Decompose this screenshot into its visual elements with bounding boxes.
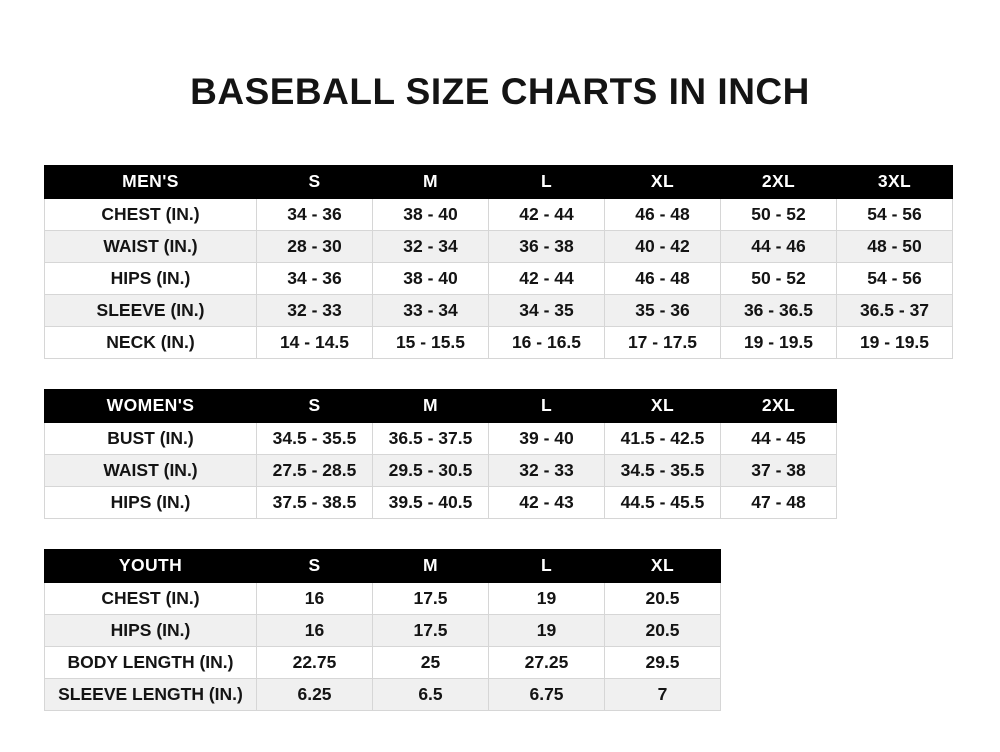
table-cell: 19 <box>489 614 605 646</box>
column-header: M <box>373 549 489 582</box>
table-cell: 54 - 56 <box>837 262 953 294</box>
womens-size-table <box>44 389 837 519</box>
column-header: L <box>489 549 605 582</box>
table-cell: 39 - 40 <box>489 422 605 454</box>
table-row <box>45 486 837 518</box>
table-cell: 20.5 <box>605 582 721 614</box>
table-cell: 32 - 33 <box>257 294 373 326</box>
table-cell: 35 - 36 <box>605 294 721 326</box>
table-cell: 44 - 45 <box>721 422 837 454</box>
column-header: M <box>373 165 489 198</box>
page-title: BASEBALL SIZE CHARTS IN INCH <box>190 71 810 112</box>
table-cell: 15 - 15.5 <box>373 326 489 358</box>
table-cell: 37 - 38 <box>721 454 837 486</box>
table-cell: 34 - 36 <box>257 262 373 294</box>
table-cell: 41.5 - 42.5 <box>605 422 721 454</box>
table-cell: 37.5 - 38.5 <box>257 486 373 518</box>
table-cell: 19 - 19.5 <box>721 326 837 358</box>
table-cell: 6.25 <box>257 678 373 710</box>
table-header-row <box>45 165 953 198</box>
table-row <box>45 422 837 454</box>
column-header: XL <box>605 389 721 422</box>
table-cell: 34 - 35 <box>489 294 605 326</box>
table-cell: 42 - 44 <box>489 198 605 230</box>
table-header-row <box>45 549 721 582</box>
table-cell: 36 - 36.5 <box>721 294 837 326</box>
table-cell: 38 - 40 <box>373 262 489 294</box>
table-row <box>45 582 721 614</box>
table-cell: 27.5 - 28.5 <box>257 454 373 486</box>
table-cell: 16 <box>257 614 373 646</box>
row-label: HIPS (IN.) <box>45 262 257 294</box>
row-label: NECK (IN.) <box>45 326 257 358</box>
table-row <box>45 646 721 678</box>
table-cell: 22.75 <box>257 646 373 678</box>
row-label: CHEST (IN.) <box>45 198 257 230</box>
row-label: HIPS (IN.) <box>45 614 257 646</box>
table-cell: 32 - 33 <box>489 454 605 486</box>
table-cell: 19 - 19.5 <box>837 326 953 358</box>
column-header: 3XL <box>837 165 953 198</box>
table-row <box>45 230 953 262</box>
row-label: HIPS (IN.) <box>45 486 257 518</box>
table-row <box>45 614 721 646</box>
table-cell: 27.25 <box>489 646 605 678</box>
table-cell: 20.5 <box>605 614 721 646</box>
mens-size-table <box>44 165 953 359</box>
table-cell: 54 - 56 <box>837 198 953 230</box>
column-header: S <box>257 389 373 422</box>
table-cell: 34.5 - 35.5 <box>257 422 373 454</box>
table-cell: 25 <box>373 646 489 678</box>
table-cell: 39.5 - 40.5 <box>373 486 489 518</box>
table-cell: 6.5 <box>373 678 489 710</box>
row-label: SLEEVE (IN.) <box>45 294 257 326</box>
table-cell: 50 - 52 <box>721 198 837 230</box>
youth-size-table <box>44 549 721 711</box>
row-label: BUST (IN.) <box>45 422 257 454</box>
table-cell: 36 - 38 <box>489 230 605 262</box>
table-cell: 16 <box>257 582 373 614</box>
column-header: M <box>373 389 489 422</box>
table-row <box>45 198 953 230</box>
row-label: WAIST (IN.) <box>45 230 257 262</box>
table-cell: 44.5 - 45.5 <box>605 486 721 518</box>
row-label: CHEST (IN.) <box>45 582 257 614</box>
table-cell: 42 - 43 <box>489 486 605 518</box>
table-cell: 50 - 52 <box>721 262 837 294</box>
table-cell: 46 - 48 <box>605 198 721 230</box>
table-cell: 44 - 46 <box>721 230 837 262</box>
table-header-row <box>45 389 837 422</box>
column-header: XL <box>605 549 721 582</box>
column-header: S <box>257 165 373 198</box>
table-cell: 38 - 40 <box>373 198 489 230</box>
table-cell: 40 - 42 <box>605 230 721 262</box>
column-header: L <box>489 165 605 198</box>
tables-container <box>0 165 1000 711</box>
table-row <box>45 454 837 486</box>
table-cell: 46 - 48 <box>605 262 721 294</box>
table-cell: 29.5 <box>605 646 721 678</box>
table-cell: 6.75 <box>489 678 605 710</box>
table-cell: 34.5 - 35.5 <box>605 454 721 486</box>
table-cell: 48 - 50 <box>837 230 953 262</box>
table-cell: 17 - 17.5 <box>605 326 721 358</box>
row-label: BODY LENGTH (IN.) <box>45 646 257 678</box>
table-cell: 19 <box>489 582 605 614</box>
column-header: XL <box>605 165 721 198</box>
table-row <box>45 678 721 710</box>
table-cell: 16 - 16.5 <box>489 326 605 358</box>
table-cell: 47 - 48 <box>721 486 837 518</box>
table-row <box>45 294 953 326</box>
table-cell: 42 - 44 <box>489 262 605 294</box>
column-header: YOUTH <box>45 549 257 582</box>
table-cell: 33 - 34 <box>373 294 489 326</box>
row-label: SLEEVE LENGTH (IN.) <box>45 678 257 710</box>
table-cell: 17.5 <box>373 614 489 646</box>
column-header: 2XL <box>721 165 837 198</box>
table-cell: 36.5 - 37 <box>837 294 953 326</box>
table-cell: 17.5 <box>373 582 489 614</box>
table-cell: 28 - 30 <box>257 230 373 262</box>
table-cell: 36.5 - 37.5 <box>373 422 489 454</box>
table-row <box>45 326 953 358</box>
column-header: MEN'S <box>45 165 257 198</box>
table-cell: 29.5 - 30.5 <box>373 454 489 486</box>
column-header: WOMEN'S <box>45 389 257 422</box>
table-cell: 34 - 36 <box>257 198 373 230</box>
table-cell: 32 - 34 <box>373 230 489 262</box>
table-cell: 14 - 14.5 <box>257 326 373 358</box>
column-header: S <box>257 549 373 582</box>
row-label: WAIST (IN.) <box>45 454 257 486</box>
table-row <box>45 262 953 294</box>
table-cell: 7 <box>605 678 721 710</box>
column-header: L <box>489 389 605 422</box>
column-header: 2XL <box>721 389 837 422</box>
